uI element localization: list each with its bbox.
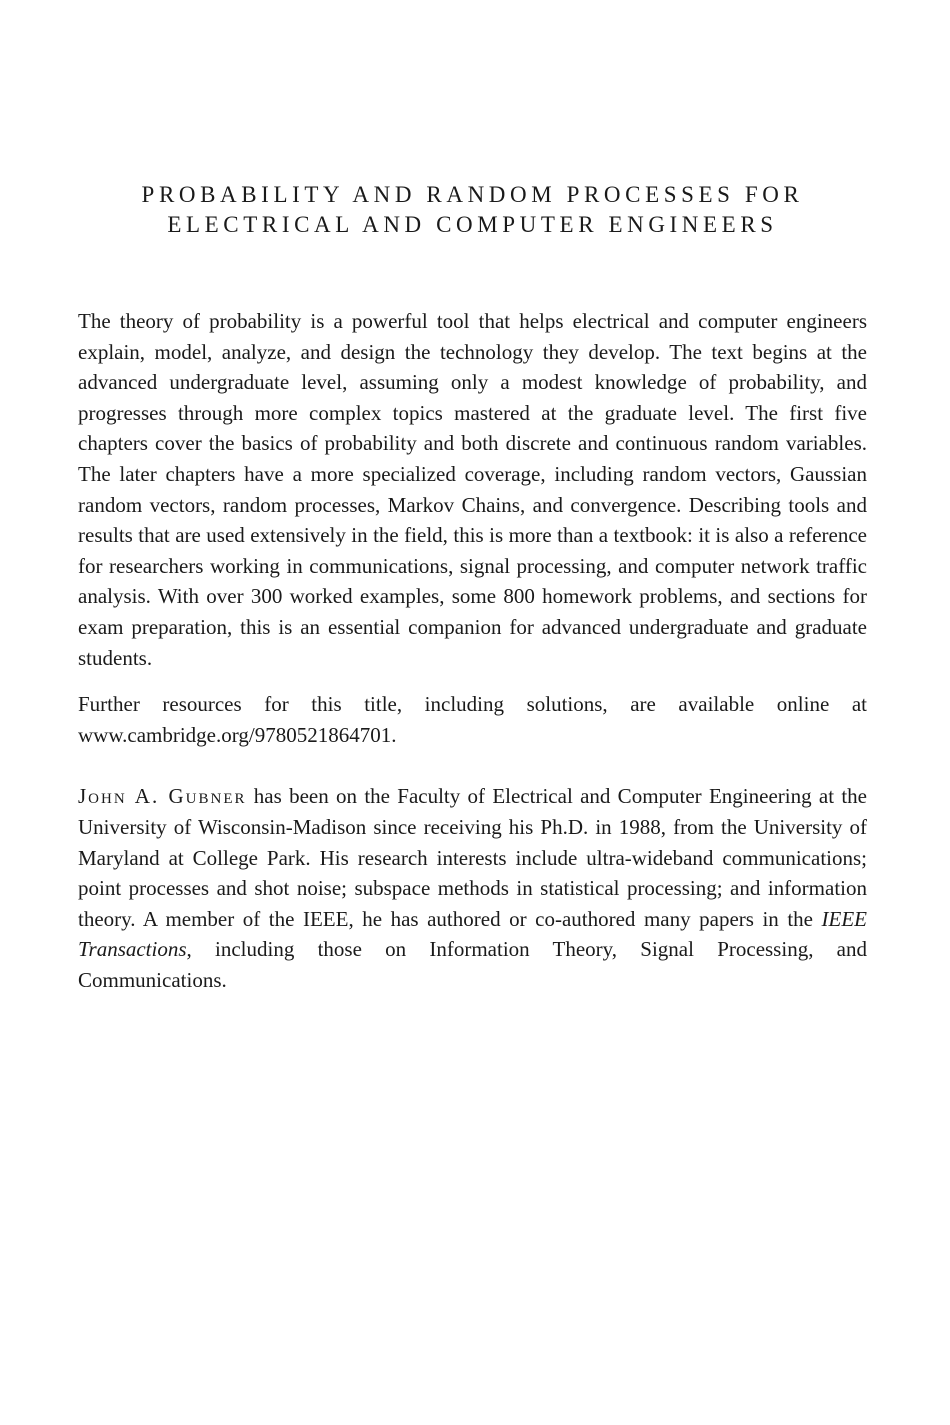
journal-name: IEEE Transactions bbox=[78, 906, 867, 962]
resources-note: Further resources for this title, including solutions, are available online at www.cambridge.org/9780521864701. bbox=[78, 692, 867, 747]
book-title-line-2: ELECTRICAL AND COMPUTER ENGINEERS bbox=[167, 212, 778, 237]
page-content bbox=[78, 180, 867, 995]
book-title-line-1: PROBABILITY AND RANDOM PROCESSES FOR bbox=[141, 182, 804, 207]
author-bio-text-1: has been on the Faculty of Electrical and Computer Engineering at the University of Wisconsin-Madison since receiving his Ph.D. in 1988, from the University of Maryland at College Park. His research interests include ultra-wideband communications; point processes and shot noise; subspace methods in statistical processing; and information theory. A member of the IEEE, he has authored or co-authored many papers in the bbox=[78, 784, 867, 931]
author-bio-text-2: , including those on Information Theory, Signal Processing, and Communications. bbox=[78, 937, 867, 992]
book-title bbox=[78, 180, 867, 240]
author-bio bbox=[78, 781, 867, 995]
book-description: The theory of probability is a powerful tool that helps electrical and computer engineers explain, model, analyze, and design the technology they develop. The text begins at the advanced undergraduate level, assuming only a modest knowledge of probability, and progresses through more complex topics mastered at the graduate level. The first five chapters cover the basics of probability and both discrete and continuous random variables. The later chapters have a more specialized coverage, including random vectors, Gaussian random vectors, random processes, Markov Chains, and convergence. Describing tools and results that are used extensively in the field, this is more than a textbook: it is also a reference for researchers working in communications, signal processing, and computer network traffic analysis. With over 300 worked examples, some 800 homework problems, and sections for exam preparation, this is an essential companion for advanced undergraduate and graduate students. bbox=[78, 309, 867, 670]
author-name: John A. Gubner bbox=[78, 784, 247, 809]
